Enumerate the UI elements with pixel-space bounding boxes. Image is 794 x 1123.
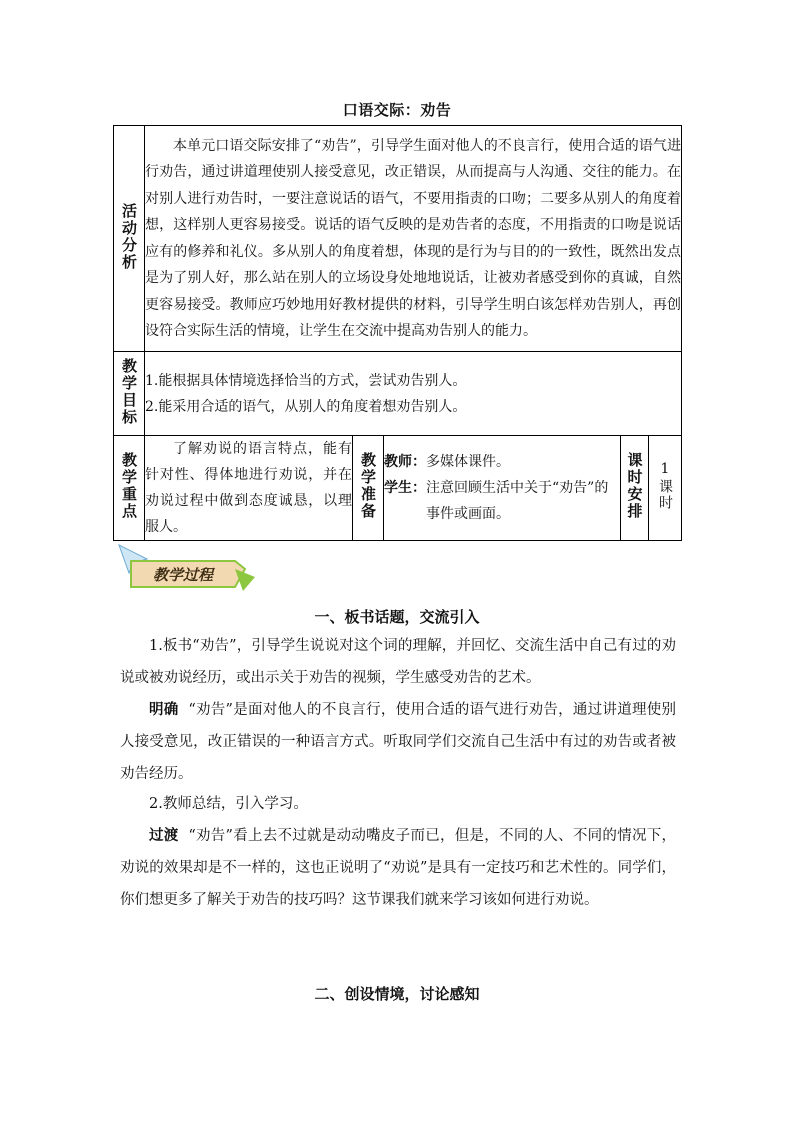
prep-student-key: 学生： <box>384 480 426 496</box>
keypoints-label-cell <box>114 436 145 541</box>
goals-row <box>114 352 682 436</box>
lesson-plan-table <box>113 125 682 541</box>
prep-teacher-key: 教师： <box>384 454 426 470</box>
transition-text: “劝告”看上去不过就是动动嘴皮子而已，但是，不同的人、不同的情况下，劝说的效果却是不一样的，这也正说明了“劝说”是具有一定技巧和艺术性的。同学们，你们想更多了解关于劝告的技巧吗？这节课我们就来学习该如何进行劝说。 <box>120 828 677 908</box>
paragraph-4 <box>120 820 676 916</box>
goals-cell <box>145 352 682 436</box>
schedule-label-cell <box>621 436 649 541</box>
hours-cell <box>649 436 682 541</box>
analysis-row <box>114 126 682 352</box>
clarify-text: “劝告”是面对他人的不良言行，使用合适的语气进行劝告，通过讲道理使别人接受意见，改正错误的一种语言方式。听取同学们交流自己生活中有过的劝告或者被劝告经历。 <box>120 702 677 782</box>
clarify-lead: 明确 <box>149 701 179 718</box>
prep-student <box>384 475 620 527</box>
prep-teacher-value: 多媒体课件。 <box>426 454 510 470</box>
prep-label-cell <box>353 436 384 541</box>
page-title: 口语交际：劝告 <box>342 101 452 119</box>
teaching-process-banner <box>117 543 257 593</box>
hours-value: 1课时 <box>657 461 674 511</box>
analysis-label: 活动分析 <box>120 202 138 271</box>
analysis-text: 本单元口语交际安排了“劝告”，引导学生面对他人的不良言行，使用合适的语气进行劝告，通过讲道理使别人接受意见，改正错误，从而提高与人沟通、交往的能力。在对别人进行劝告时，一要注意说话的语气，不要用指责的口吻；二要多从别人的角度着想，这样别人更容易接受。说话的语气反映的是劝告者的态度，不用指责的口吻是说话应有的修养和礼仪。多从别人的角度着想，体现的是行为与目的的一致性，既然出发点是为了别人好，那么站在别人的立场设身处地地说话，让被劝者感受到你的真诚，自然更容易接受。教师应巧妙地用好教材提供的材料，引导学生明白该怎样劝告别人，再创设符合实际生活的情境，让学生在交流中提高劝告别人的能力。 <box>145 126 682 352</box>
paragraph-3: 2.教师总结，引入学习。 <box>149 796 308 812</box>
analysis-label-cell <box>114 126 145 352</box>
prep-label: 教学准备 <box>359 452 377 520</box>
prep-cell <box>384 436 621 541</box>
prep-student-value: 注意回顾生活中关于“劝告”的事件或画面。 <box>426 480 609 522</box>
section-1-heading: 一、板书话题，交流引入 <box>314 608 480 626</box>
banner-text: 教学过程 <box>152 566 214 584</box>
keypoints-row <box>114 436 682 541</box>
transition-lead: 过渡 <box>149 827 179 844</box>
paragraph-2 <box>120 694 676 790</box>
schedule-label: 课时安排 <box>625 452 644 520</box>
section-2-heading: 二、创设情境，讨论感知 <box>314 985 480 1003</box>
goals-label-cell <box>114 352 145 436</box>
prep-teacher <box>384 449 620 475</box>
keypoints-text: 了解劝说的语言特点，能有针对性、得体地进行劝说，并在劝说过程中做到态度诚恳，以理服人。 <box>145 436 353 541</box>
goals-label: 教学目标 <box>120 357 138 426</box>
keypoints-label: 教学重点 <box>120 452 138 520</box>
goal-item: 1.能根据具体情境选择恰当的方式，尝试劝告别人。 <box>145 372 467 389</box>
paragraph-1: 1.板书“劝告”，引导学生说说对这个词的理解，并回忆、交流生活中自己有过的劝说或被劝说经历，或出示关于劝告的视频，学生感受劝告的艺术。 <box>120 638 676 686</box>
goal-item: 2.能采用合适的语气，从别人的角度着想劝告别人。 <box>145 398 467 415</box>
